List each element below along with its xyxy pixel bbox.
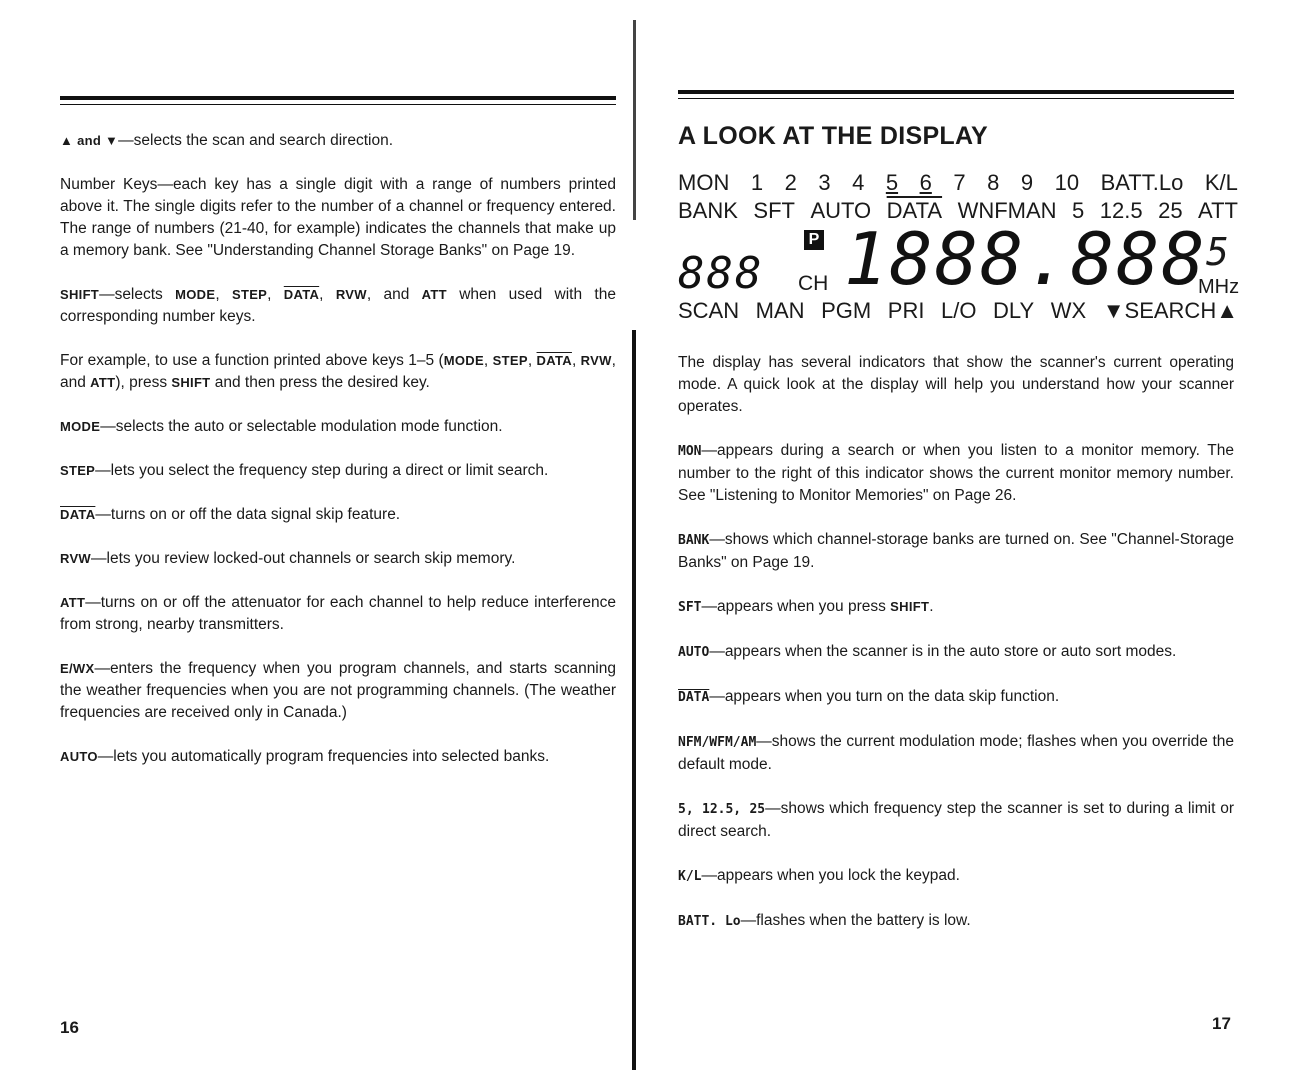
- para-text: —selects the auto or selectable modulation mode function.: [100, 418, 503, 435]
- indicator-pri: PRI: [887, 298, 925, 323]
- indicator-search: ▼SEARCH▲: [1102, 298, 1238, 323]
- shift-key-ref: SHIFT: [171, 375, 211, 390]
- sep: ,: [571, 352, 581, 369]
- para-intro: The display has several indicators that show the scanner's current operating mode. A quick look at the display will help you understand how your scanner operates.: [678, 354, 1234, 415]
- sep: ,: [267, 286, 284, 303]
- indicator-step-25: 25: [1158, 198, 1183, 223]
- rvw-key-label: RVW: [60, 551, 91, 566]
- para-text: ), press: [115, 374, 172, 391]
- indicator-bank: BANK: [678, 198, 738, 223]
- para-text: —lets you select the frequency step during a direct or limit search.: [95, 462, 549, 479]
- para-text: —selects: [99, 286, 176, 303]
- indicator-10: 10: [1054, 170, 1080, 195]
- sep: , and: [60, 352, 616, 391]
- para-kl: [678, 865, 1234, 888]
- indicator-att: ATT: [1198, 198, 1238, 223]
- indicator-8: 8: [987, 170, 1000, 195]
- indicator-step-12-5: 12.5: [1099, 198, 1143, 223]
- left-page: [0, 0, 640, 1082]
- sep: ,: [527, 352, 537, 369]
- para-text: —enters the frequency when you program channels, and starts scanning the weather frequencies when you are not programming channels. (The weather frequencies are received only in Canada.): [60, 660, 616, 721]
- para-text: For example, to use a function printed above keys 1–5 (: [60, 352, 444, 369]
- para-rvw: [60, 548, 616, 570]
- step-key-label: STEP: [60, 463, 96, 478]
- para-text: —turns on or off the attenuator for each channel to help reduce interference from strong, nearby transmitters.: [60, 594, 616, 633]
- indicator-pgm: PGM: [821, 298, 872, 323]
- mode-key-ref: MODE: [443, 353, 484, 368]
- para-auto: [678, 641, 1234, 664]
- para-bank: [678, 529, 1234, 574]
- display-indicator-row-3: [678, 298, 1238, 324]
- para-text: —selects the scan and search direction.: [118, 132, 394, 149]
- rvw-key-ref: RVW: [580, 353, 612, 368]
- para-data: [60, 504, 616, 526]
- para-mon: [678, 440, 1234, 507]
- ch-label: CH: [798, 272, 829, 295]
- para-text: —flashes when the battery is low.: [740, 912, 971, 929]
- left-column: [60, 130, 616, 790]
- mode-key-label: MODE: [60, 419, 101, 434]
- page-number: 17: [1212, 1014, 1231, 1033]
- display-indicator-row-1: [678, 170, 1238, 196]
- arrow-keys-label: ▲ and ▼: [60, 133, 119, 148]
- indicator-2: 2: [784, 170, 797, 195]
- auto-key-label: AUTO: [60, 749, 98, 764]
- indicator-kl: K/L: [1204, 170, 1238, 195]
- indicator-auto: AUTO: [810, 198, 872, 223]
- para-example: [60, 350, 616, 394]
- indicator-batt-lo: BATT.Lo: [1100, 170, 1184, 195]
- page-number: 16: [60, 1018, 79, 1037]
- para-text: —appears when the scanner is in the auto store or auto sort modes.: [709, 643, 1177, 660]
- para-text: —appears when you lock the keypad.: [701, 867, 960, 884]
- sep: ,: [215, 286, 232, 303]
- frequency-digits: 1888.888: [844, 217, 1207, 301]
- para-text: and then press the desired key.: [210, 374, 430, 391]
- indicator-sft: SFT: [753, 198, 795, 223]
- indicator-mon: MON: [678, 170, 730, 195]
- nfm-label: NFM/WFM/AM: [678, 735, 757, 750]
- header-rule: [678, 90, 1234, 99]
- data-key-ref: DATA: [283, 287, 320, 302]
- indicator-1: 1: [750, 170, 764, 195]
- indicator-step-5: 5: [1072, 198, 1085, 223]
- mhz-label: MHz: [1198, 276, 1240, 298]
- para-batt: [678, 910, 1234, 933]
- att-key-ref: ATT: [421, 287, 447, 302]
- data-key-ref: DATA: [536, 353, 572, 368]
- indicator-man: MAN: [755, 298, 805, 323]
- rvw-key-ref: RVW: [335, 287, 367, 302]
- para-ewx: [60, 658, 616, 724]
- para-steps: [678, 798, 1234, 843]
- indicator-6: 6: [919, 170, 932, 195]
- section-title: A LOOK AT THE DISPLAY: [678, 122, 989, 150]
- sep: ,: [483, 352, 493, 369]
- para-data: [678, 686, 1234, 709]
- para-text: —turns on or off the data signal skip feature.: [95, 506, 401, 523]
- indicator-7: 7: [953, 170, 966, 195]
- para-att: [60, 592, 616, 636]
- para-arrows: [60, 130, 616, 152]
- indicator-dly: DLY: [993, 298, 1035, 323]
- indicator-9: 9: [1020, 170, 1034, 195]
- indicator-5: 5: [885, 170, 899, 195]
- right-page: [650, 0, 1290, 1082]
- sep: ,: [319, 286, 336, 303]
- para-text: —appears when you press: [701, 598, 891, 615]
- para-text: —each key has a single digit with a range of numbers printed above it. The single digits refer to the number of a channel or frequency entered. The range of numbers (21-40, for example) indicates the channels that make up a memory bank. See "Understanding Channel Storage Banks" on Page 19.: [60, 176, 616, 259]
- para-auto: [60, 746, 616, 768]
- lcd-digits: [678, 217, 1240, 301]
- indicator-data: DATA: [886, 198, 943, 223]
- number-keys-label: Number Keys: [60, 176, 158, 193]
- para-text: .: [929, 598, 934, 615]
- indicator-scan: SCAN: [678, 298, 740, 323]
- kl-label: K/L: [678, 869, 702, 884]
- trailing-digit: 5: [1206, 230, 1229, 274]
- att-key-ref: ATT: [90, 375, 116, 390]
- mode-key-ref: MODE: [175, 287, 216, 302]
- data-key-label: DATA: [60, 507, 96, 522]
- sft-label: SFT: [678, 600, 702, 615]
- shift-key-ref: SHIFT: [890, 599, 930, 614]
- priority-indicator: P: [804, 230, 824, 250]
- right-column: [678, 352, 1234, 955]
- batt-label: BATT. Lo: [678, 914, 741, 929]
- para-sft: [678, 596, 1234, 619]
- para-text: —lets you review locked-out channels or search skip memory.: [91, 550, 516, 567]
- para-text: —appears during a search or when you listen to a monitor memory. The number to the right of this indicator shows the current monitor memory number. See "Listening to Monitor Memories" on Page 26.: [678, 442, 1234, 504]
- indicator-wnfman: WNFMAN: [957, 198, 1057, 223]
- step-key-ref: STEP: [492, 353, 528, 368]
- att-key-label: ATT: [60, 595, 86, 610]
- sep: , and: [366, 286, 422, 303]
- indicator-wx: WX: [1050, 298, 1087, 323]
- ewx-key-label: E/WX: [60, 661, 95, 676]
- para-text: —lets you automatically program frequencies into selected banks.: [97, 748, 550, 765]
- indicator-lo: L/O: [941, 298, 977, 323]
- para-step: [60, 460, 616, 482]
- indicator-4: 4: [852, 170, 865, 195]
- channel-digits: 888: [678, 248, 764, 299]
- bank-label: BANK: [678, 533, 710, 548]
- para-text: —shows the current modulation mode; flashes when you override the default mode.: [678, 733, 1234, 773]
- para-nfm: [678, 731, 1234, 776]
- mon-label: MON: [678, 444, 702, 459]
- header-rule: [60, 96, 616, 105]
- data-label: DATA: [678, 690, 710, 705]
- steps-label: 5, 12.5, 25: [678, 802, 766, 817]
- step-key-ref: STEP: [231, 287, 268, 302]
- para-number-keys: [60, 174, 616, 262]
- shift-key-label: SHIFT: [60, 287, 100, 302]
- para-shift: [60, 284, 616, 328]
- auto-label: AUTO: [678, 645, 710, 660]
- indicator-3: 3: [818, 170, 831, 195]
- para-mode: [60, 416, 616, 438]
- para-text: —shows which frequency step the scanner is set to during a limit or direct search.: [678, 800, 1234, 840]
- para-text: when used with the corresponding number keys.: [60, 286, 616, 325]
- para-text: —shows which channel-storage banks are turned on. See "Channel-Storage Banks" on Page 19.: [678, 531, 1234, 571]
- para-text: —appears when you turn on the data skip function.: [709, 688, 1060, 705]
